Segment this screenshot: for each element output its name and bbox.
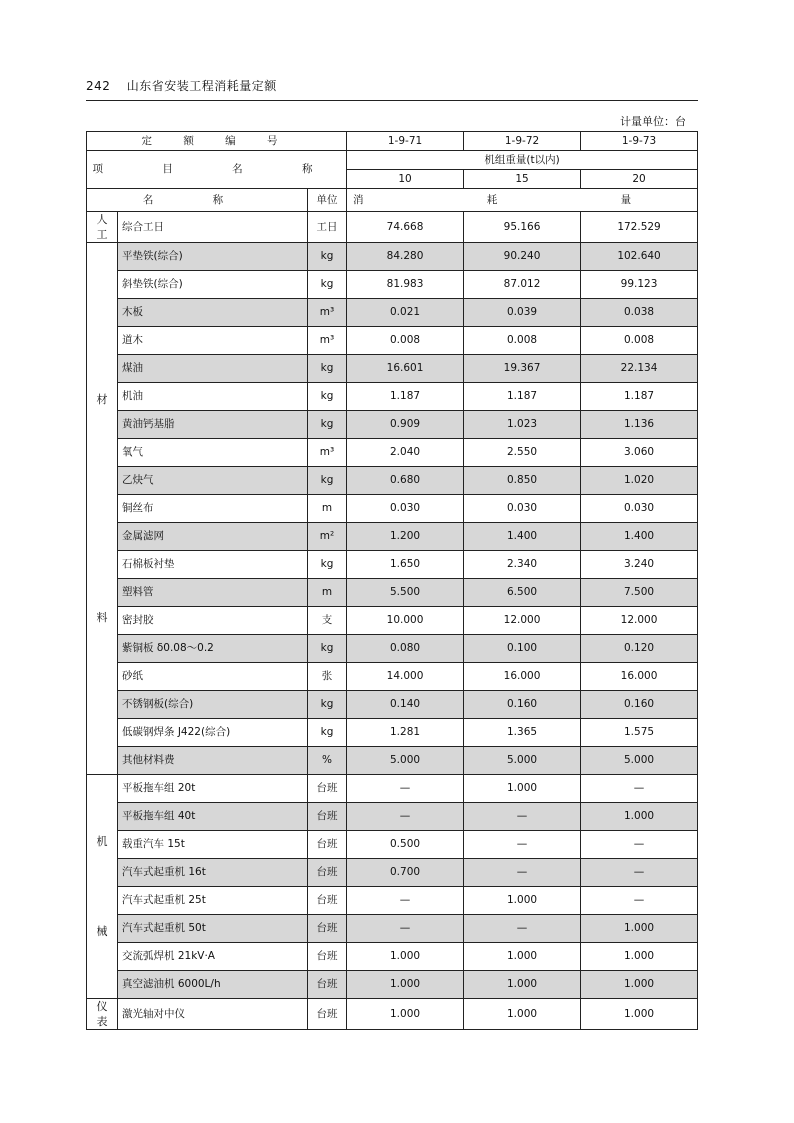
item-name: 低碳钢焊条 J422(综合) (118, 719, 308, 747)
item-name: 煤油 (118, 355, 308, 383)
item-unit: 张 (308, 663, 347, 691)
item-name: 乙炔气 (118, 467, 308, 495)
item-unit: kg (308, 551, 347, 579)
consumption-value: 0.039 (464, 299, 581, 327)
category-cell (87, 775, 118, 999)
consumption-value: 0.080 (347, 635, 464, 663)
quota-code: 1-9-72 (464, 132, 581, 151)
item-name: 综合工日 (118, 212, 308, 243)
consumption-value: 1.187 (581, 383, 698, 411)
consumption-value: 1.000 (581, 803, 698, 831)
consumption-value: 0.100 (464, 635, 581, 663)
consumption-value: 1.400 (464, 523, 581, 551)
table-row (87, 299, 698, 327)
item-unit: 台班 (308, 831, 347, 859)
consumption-value: 0.008 (581, 327, 698, 355)
consumption-value: 2.340 (464, 551, 581, 579)
category-cell (87, 212, 118, 243)
item-unit: m³ (308, 299, 347, 327)
table-row (87, 355, 698, 383)
item-name: 汽车式起重机 50t (118, 915, 308, 943)
category-cell (87, 999, 118, 1030)
category-label: 人工 (96, 213, 108, 241)
item-unit: 台班 (308, 943, 347, 971)
item-name: 平板拖车组 40t (118, 803, 308, 831)
item-name: 平板拖车组 20t (118, 775, 308, 803)
consumption-value: 1.020 (581, 467, 698, 495)
item-unit: kg (308, 243, 347, 271)
item-name: 金属滤网 (118, 523, 308, 551)
consumption-value: 2.040 (347, 439, 464, 467)
item-unit: 台班 (308, 859, 347, 887)
consumption-value: 1.000 (464, 999, 581, 1030)
item-name: 木板 (118, 299, 308, 327)
item-unit: m (308, 495, 347, 523)
consumption-value: — (347, 775, 464, 803)
table-row (87, 859, 698, 887)
consumption-value: 1.281 (347, 719, 464, 747)
consumption-value: 1.000 (347, 971, 464, 999)
table-row (87, 523, 698, 551)
table-row (87, 411, 698, 439)
col-name-header: 名 称 (87, 189, 308, 212)
consumption-value: — (347, 803, 464, 831)
consumption-value: 10.000 (347, 607, 464, 635)
table-row (87, 243, 698, 271)
consumption-value: 81.983 (347, 271, 464, 299)
consumption-value: 74.668 (347, 212, 464, 243)
category-label: 料 (96, 611, 108, 624)
col-consumption-header: 消 耗 量 (347, 189, 698, 212)
category-label: 机 (96, 835, 108, 848)
consumption-value: 16.601 (347, 355, 464, 383)
consumption-value: — (464, 803, 581, 831)
item-name: 密封胶 (118, 607, 308, 635)
book-title: 山东省安装工程消耗量定额 (126, 79, 277, 93)
consumption-value: 1.200 (347, 523, 464, 551)
consumption-value: — (464, 859, 581, 887)
consumption-value: — (581, 831, 698, 859)
consumption-value: 0.160 (464, 691, 581, 719)
table-row (87, 635, 698, 663)
table-row (87, 943, 698, 971)
consumption-value: 1.650 (347, 551, 464, 579)
table-row (87, 579, 698, 607)
quota-code-row (87, 132, 698, 151)
weight-value: 15 (464, 170, 581, 189)
quota-table (86, 131, 698, 1030)
consumption-value: 1.023 (464, 411, 581, 439)
column-header-row (87, 189, 698, 212)
consumption-value: 1.000 (464, 971, 581, 999)
consumption-value: 5.500 (347, 579, 464, 607)
consumption-value: 3.240 (581, 551, 698, 579)
table-row (87, 691, 698, 719)
consumption-value: 3.060 (581, 439, 698, 467)
consumption-value: 0.030 (581, 495, 698, 523)
group-label: 机组重量(t以内) (347, 151, 698, 170)
consumption-value: 1.187 (347, 383, 464, 411)
consumption-value: 1.000 (464, 943, 581, 971)
consumption-value: 1.365 (464, 719, 581, 747)
item-name: 塑料管 (118, 579, 308, 607)
item-unit: kg (308, 383, 347, 411)
consumption-value: 1.187 (464, 383, 581, 411)
page-header (86, 77, 277, 94)
page-number: 242 (86, 79, 111, 93)
consumption-value: 0.120 (581, 635, 698, 663)
consumption-value: — (581, 887, 698, 915)
consumption-value: 12.000 (464, 607, 581, 635)
consumption-value: 12.000 (581, 607, 698, 635)
item-name: 铜丝布 (118, 495, 308, 523)
item-unit: kg (308, 271, 347, 299)
consumption-value: 7.500 (581, 579, 698, 607)
item-name: 氧气 (118, 439, 308, 467)
consumption-value: 172.529 (581, 212, 698, 243)
item-unit: m (308, 579, 347, 607)
consumption-value: 1.400 (581, 523, 698, 551)
table-row (87, 327, 698, 355)
item-unit: m³ (308, 327, 347, 355)
item-name: 紫铜板 δ0.08～0.2 (118, 635, 308, 663)
consumption-value: 19.367 (464, 355, 581, 383)
item-unit: 台班 (308, 803, 347, 831)
item-name: 不锈钢板(综合) (118, 691, 308, 719)
item-name-row (87, 151, 698, 170)
item-unit: kg (308, 467, 347, 495)
category-label: 械 (96, 925, 108, 938)
consumption-value: 99.123 (581, 271, 698, 299)
consumption-value: 1.000 (464, 775, 581, 803)
item-unit: 台班 (308, 915, 347, 943)
consumption-value: 5.000 (464, 747, 581, 775)
item-name: 黄油钙基脂 (118, 411, 308, 439)
item-unit: m³ (308, 439, 347, 467)
header-rule (86, 100, 698, 101)
table-row (87, 439, 698, 467)
item-name: 交流弧焊机 21kV·A (118, 943, 308, 971)
consumption-value: 87.012 (464, 271, 581, 299)
unit-note: 计量单位：台 (620, 115, 686, 128)
consumption-value: 1.000 (581, 915, 698, 943)
consumption-value: — (347, 915, 464, 943)
item-name: 载重汽车 15t (118, 831, 308, 859)
consumption-value: 22.134 (581, 355, 698, 383)
item-name: 砂纸 (118, 663, 308, 691)
consumption-value: 0.500 (347, 831, 464, 859)
item-unit: 台班 (308, 775, 347, 803)
table-row (87, 607, 698, 635)
item-unit: 台班 (308, 887, 347, 915)
consumption-value: 1.575 (581, 719, 698, 747)
consumption-value: 6.500 (464, 579, 581, 607)
table-row (87, 803, 698, 831)
item-unit: 台班 (308, 971, 347, 999)
table-row (87, 663, 698, 691)
category-label: 材 (96, 393, 108, 406)
table-row (87, 831, 698, 859)
item-name: 机油 (118, 383, 308, 411)
consumption-value: 0.909 (347, 411, 464, 439)
category-label: 仪表 (96, 1000, 108, 1028)
consumption-value: 1.000 (347, 999, 464, 1030)
table-row (87, 915, 698, 943)
table-row (87, 467, 698, 495)
table-row (87, 999, 698, 1030)
item-unit: kg (308, 691, 347, 719)
consumption-value: 90.240 (464, 243, 581, 271)
consumption-value: 16.000 (581, 663, 698, 691)
consumption-value: 102.640 (581, 243, 698, 271)
table-row (87, 775, 698, 803)
item-name: 平垫铁(综合) (118, 243, 308, 271)
consumption-value: — (464, 915, 581, 943)
consumption-value: 1.000 (581, 943, 698, 971)
weight-value: 10 (347, 170, 464, 189)
item-name: 汽车式起重机 16t (118, 859, 308, 887)
table-row (87, 271, 698, 299)
quota-code-label: 定 额 编 号 (87, 132, 347, 151)
consumption-value: 84.280 (347, 243, 464, 271)
consumption-value: — (464, 831, 581, 859)
consumption-value: 16.000 (464, 663, 581, 691)
item-unit: kg (308, 411, 347, 439)
item-name: 道木 (118, 327, 308, 355)
consumption-value: 0.030 (347, 495, 464, 523)
table-row (87, 719, 698, 747)
table-row (87, 551, 698, 579)
item-unit: 台班 (308, 999, 347, 1030)
consumption-value: 5.000 (581, 747, 698, 775)
consumption-value: — (347, 887, 464, 915)
table-row (87, 971, 698, 999)
item-name: 汽车式起重机 25t (118, 887, 308, 915)
consumption-value: 5.000 (347, 747, 464, 775)
table-row (87, 212, 698, 243)
item-name-label: 项 目 名 称 (87, 151, 347, 189)
consumption-value: 1.136 (581, 411, 698, 439)
consumption-value: 0.160 (581, 691, 698, 719)
item-unit: % (308, 747, 347, 775)
item-unit: m² (308, 523, 347, 551)
consumption-value: 0.680 (347, 467, 464, 495)
quota-code: 1-9-73 (581, 132, 698, 151)
consumption-value: 0.030 (464, 495, 581, 523)
consumption-value: 0.850 (464, 467, 581, 495)
item-unit: 工日 (308, 212, 347, 243)
consumption-value: — (581, 859, 698, 887)
consumption-value: 2.550 (464, 439, 581, 467)
table-row (87, 747, 698, 775)
item-unit: kg (308, 355, 347, 383)
consumption-value: 0.021 (347, 299, 464, 327)
item-name: 其他材料费 (118, 747, 308, 775)
consumption-value: 1.000 (581, 999, 698, 1030)
table-row (87, 383, 698, 411)
consumption-value: 0.700 (347, 859, 464, 887)
consumption-value: — (581, 775, 698, 803)
consumption-value: 95.166 (464, 212, 581, 243)
table-row (87, 887, 698, 915)
item-name: 斜垫铁(综合) (118, 271, 308, 299)
item-name: 真空滤油机 6000L/h (118, 971, 308, 999)
item-unit: kg (308, 635, 347, 663)
item-unit: 支 (308, 607, 347, 635)
item-name: 石棉板衬垫 (118, 551, 308, 579)
consumption-value: 14.000 (347, 663, 464, 691)
category-cell (87, 243, 118, 775)
item-name: 激光轴对中仪 (118, 999, 308, 1030)
col-unit-header: 单位 (308, 189, 347, 212)
consumption-value: 0.008 (347, 327, 464, 355)
consumption-value: 0.140 (347, 691, 464, 719)
table-row (87, 495, 698, 523)
consumption-value: 1.000 (464, 887, 581, 915)
weight-value: 20 (581, 170, 698, 189)
quota-code: 1-9-71 (347, 132, 464, 151)
item-unit: kg (308, 719, 347, 747)
consumption-value: 1.000 (581, 971, 698, 999)
consumption-value: 0.038 (581, 299, 698, 327)
consumption-value: 1.000 (347, 943, 464, 971)
consumption-value: 0.008 (464, 327, 581, 355)
